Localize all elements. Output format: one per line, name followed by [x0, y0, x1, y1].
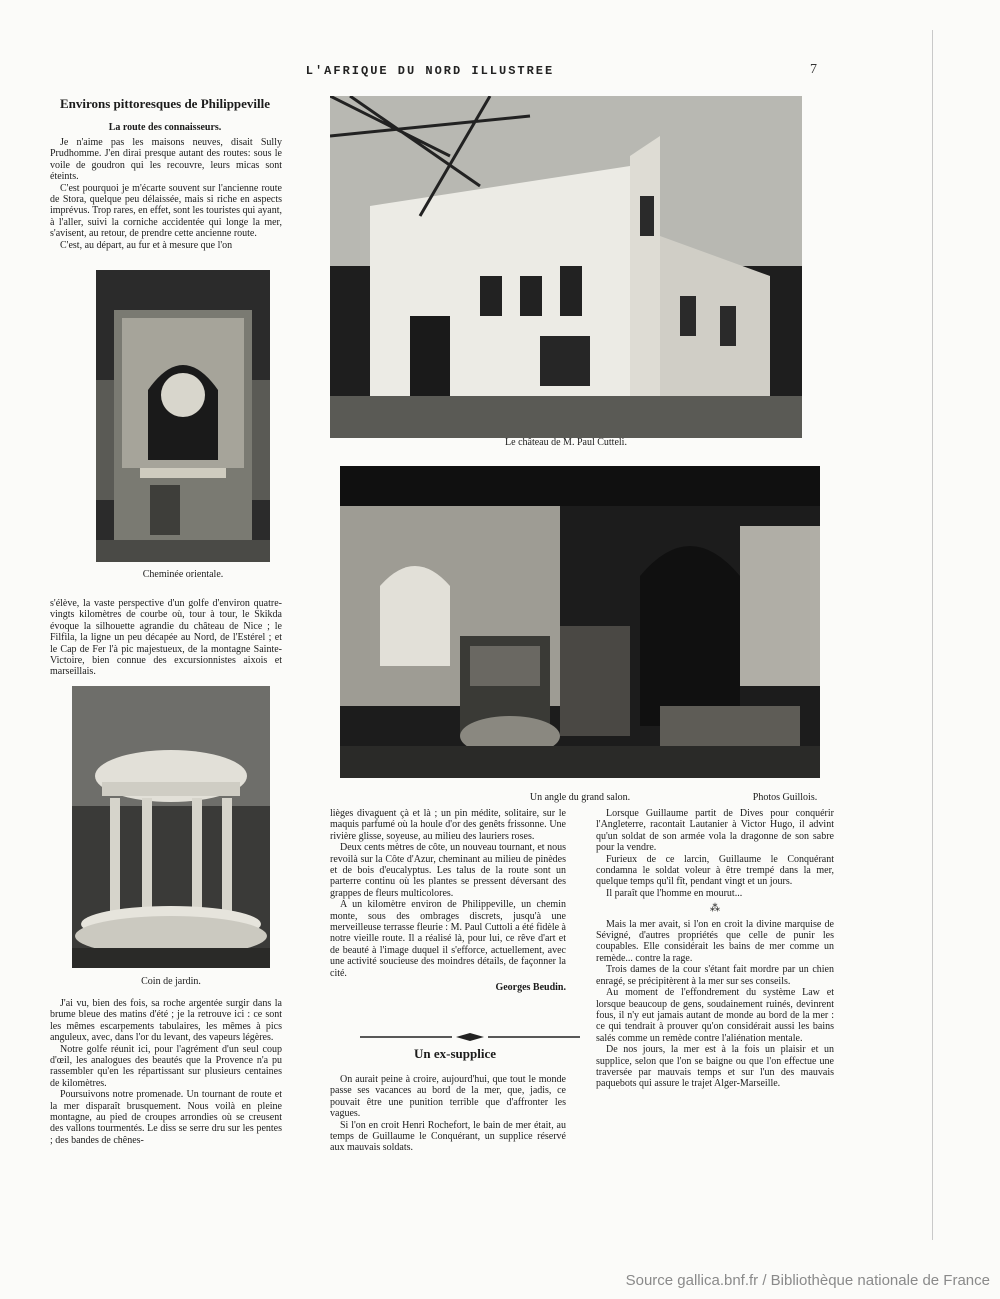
paragraph: Trois dames de la cour s'étant fait mordre par un chien enragé, se précipitèrent à la mer sur ses conseils. — [596, 964, 834, 987]
paragraph: Deux cents mètres de côte, un nouveau tournant, et nous revoilà sur la Côte d'Azur, cheminant au milieu de pinèdes et de bois d'eucalyptus. Les talus de la route sont un parterre continu où les plantes se pressent déversant des grappes de fleurs multicolores. — [330, 842, 566, 899]
column-2 — [330, 808, 566, 994]
paragraph: On aurait peine à croire, aujourd'hui, que tout le monde passe ses vacances au bord de la mer, que, jadis, ce pouvait être une punition terrible que d'affronter les vagues. — [330, 1074, 566, 1120]
page-edge-line — [932, 30, 933, 1240]
page-number: 7 — [810, 62, 817, 77]
column-1-bottom — [50, 998, 282, 1146]
caption-chateau: Le château de M. Paul Cutteli. — [505, 437, 627, 448]
paragraph: lièges divaguent çà et là ; un pin médite, solitaire, sur le maquis parfumé où la houle d'or des genêts frissonne. Une rivière glisse, soyeuse, au milieu des lauriers roses. — [330, 808, 566, 842]
caption-jardin: Coin de jardin. — [141, 976, 201, 987]
paragraph: C'est pourquoi je m'écarte souvent sur l'ancienne route de Stora, quelque peu délaissée, mais si riche en aspects imprévus. Trop rares, en effet, sont les touristes qui ayant, à l'aller, suivi la corniche accidentée qui longe la mer, s'avisent, au retour, de prendre cette ancienne route. — [50, 182, 282, 240]
paragraph: Furieux de ce larcin, Guillaume le Conquérant condamna le soldat voleur à être trempé dans la mer, quelque temps qu'il fît, pendant vingt et un jours. — [596, 853, 834, 888]
photo-chateau — [330, 96, 802, 438]
paragraph: Je n'aime pas les maisons neuves, disait Sully Prudhomme. J'en dirai presque autant des routes: sous le voile de goudron qui les recouvre, leurs micas sont éteints. — [50, 137, 282, 183]
paragraph: Notre golfe réunit ici, pour l'agrément d'un seul coup d'œil, les analogues des beautés que la Provence n'a pu rassembler qu'en les répartissant sur plusieurs centaines de kilomètres. — [50, 1043, 282, 1089]
article-title: Environs pittoresques de Philippeville — [59, 96, 271, 111]
paragraph: Au moment de l'effondrement du système Law et lorsque beaucoup de gens, soudainement ruinés, devinrent fous, il n'y eut jamais autant de monde au bord de la mer : ce qui tendrait à prouver qu'on considérait aussi les bains salés comme un remède contre l'aliénation mentale. — [596, 987, 834, 1044]
column-2-bottom — [330, 1074, 566, 1154]
paragraph: De nos jours, la mer est à la fois un plaisir et un supplice, selon que l'on se baigne ou que l'on effectue une traversée par mauvais temps et sur l'un des mauvais paquebots qui assure le trajet Alger-Marseille. — [596, 1044, 834, 1090]
photo-cheminee-orientale — [96, 270, 270, 562]
signature: Georges Beudin. — [495, 982, 566, 994]
photo-coin-de-jardin — [72, 686, 270, 968]
paragraph: Lorsque Guillaume partit de Dives pour conquérir l'Angleterre, racontait Lautanier à Victor Hugo, il advint qu'un soldat de son armée vola la dragonne de son sabre pour la vendre. — [596, 808, 834, 854]
paragraph: J'ai vu, bien des fois, sa roche argentée surgir dans la brume bleue des matins d'été ; je la retrouve ici : ce sont les mêmes escarpements tabulaires, les mêmes à pics anguleux, avec, dans l'or du levant, des vapeurs légères. — [50, 998, 282, 1044]
photo-grand-salon — [340, 466, 820, 778]
column-3 — [596, 808, 834, 1090]
paragraph: A un kilomètre environ de Philippeville, un chemin monte, sous des ombrages discrets, jusqu'à une merveilleuse terrasse fleurie : M. Paul Cuttoli a été fidèle à notre vieille route. Il a réalisé là, pour lui, ce rêve d'art et de beauté à l'image duquel il s'efforce, actuellement, avec une activité soucieuse des moindres détails, de façonner la cité. — [330, 899, 566, 979]
paragraph: C'est, au départ, au fur et à mesure que l'on — [60, 239, 233, 251]
caption-salon: Un angle du grand salon. — [529, 792, 631, 803]
article-subtitle: La route des connaisseurs. — [108, 122, 222, 133]
paragraph: s'élève, la vaste perspective d'un golfe d'environ quatre-vingts kilomètres de courbe où, tour à tour, le Skikda évoque la silhouette agrandie du château de Nice ; le Filfila, la ligne un peu décapée au Nord, de l'Estérel ; et le Cap de Fer l'à pic majestueux, de la montagne Sainte-Victoire, bien connue des excursionnistes aixois et marseillais. — [50, 598, 282, 678]
source-credit: Source gallica.bnf.fr / Bibliothèque nationale de France — [625, 1272, 990, 1289]
section-title: Un ex-supplice — [414, 1046, 496, 1061]
column-1-top — [50, 137, 282, 251]
column-1-middle — [50, 598, 282, 678]
running-title: L'AFRIQUE DU NORD ILLUSTREE — [305, 64, 555, 78]
paragraph: Il paraît que l'homme en mourut... — [606, 887, 743, 899]
paragraph: Poursuivons notre promenade. Un tournant de route et la mer disparaît brusquement. Nous voilà en pleine montagne, au pied de croupes arrondies où se creusent des vallons tourmentés. Le diss se serre dru sur les pentes ; des bandes de chênes- — [50, 1089, 282, 1146]
caption-cheminee: Cheminée orientale. — [142, 569, 224, 580]
ornament-divider — [360, 1032, 580, 1042]
caption-credit: Photos Guillois. — [752, 792, 818, 803]
asterism-divider: ⁂ — [710, 903, 720, 915]
paragraph: Mais la mer avait, si l'on en croit la divine marquise de Sévigné, d'autres propriétés que celle de punir les coupables. Elle considérait les bains de mer comme un remède... contre la rage. — [596, 918, 834, 964]
paragraph: Si l'on en croit Henri Rochefort, le bain de mer était, au temps de Guillaume le Conquérant, un supplice réservé aux mauvais soldats. — [330, 1119, 566, 1154]
